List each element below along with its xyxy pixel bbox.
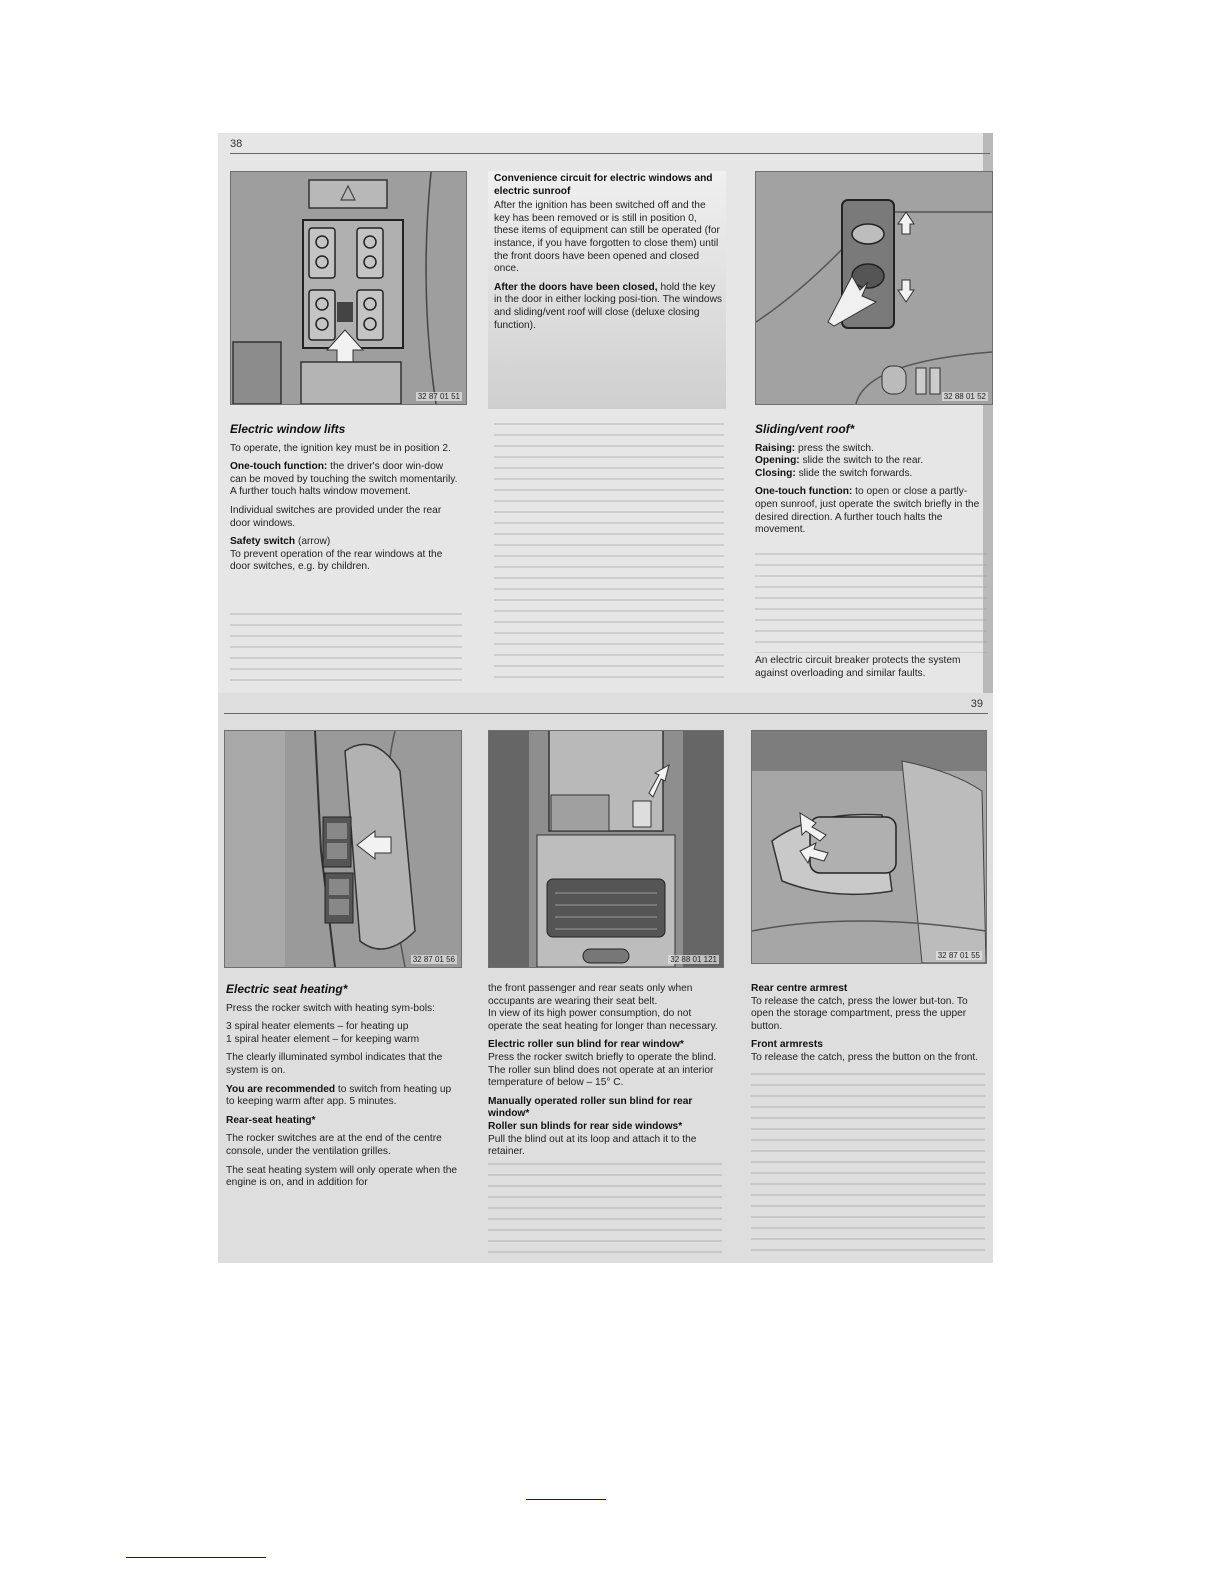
paragraph: Safety switch (arrow) — [230, 536, 331, 548]
paragraph: After the ignition has been switched off and the key has been removed or is still in position 0, these items of equipment can still be operated (for instance, if you have forgotten to close them) until the front doors have been opened and closed once. — [494, 200, 720, 275]
subheading-electric-roller-blind: Electric roller sun blind for rear window* — [488, 1039, 684, 1051]
photo-code: 32 87 01 56 — [412, 955, 455, 964]
paragraph: To operate, the ignition key must be in position 2. — [230, 442, 451, 454]
photo-code: 32 88 01 52 — [943, 392, 986, 401]
header-rule — [230, 153, 990, 154]
heading-sliding-vent-roof: Sliding/vent roof* — [755, 422, 855, 436]
paragraph: To release the catch, press the button on the front. — [751, 1051, 979, 1063]
paragraph: To prevent operation of the rear windows at the door switches, e.g. by children. — [230, 548, 443, 573]
window-switch-photo — [230, 171, 467, 405]
photo-code: 32 87 01 51 — [417, 392, 460, 401]
page-number-39: 39 — [970, 698, 983, 710]
photo-code: 32 87 01 55 — [937, 951, 980, 960]
centre-console-photo — [488, 730, 724, 968]
header-rule — [224, 713, 988, 714]
paragraph: Raising: press the switch. — [755, 442, 874, 454]
paragraph: The rocker switches are at the end of the centre console, under the ventilation grilles. — [226, 1133, 442, 1157]
paragraph: Individual switches are provided under the rear door windows. — [230, 504, 442, 529]
paragraph: The roller sun blind does not operate at an interior temperature of below – 15° C. — [488, 1064, 714, 1089]
paragraph: 3 spiral heater elements – for heating up — [226, 1021, 409, 1033]
col-sliding-vent-roof — [755, 423, 987, 543]
col-armrests — [751, 983, 985, 1071]
paragraph: After the doors have been closed, hold the key in the door in either locking posi-tion. The windows and sliding/vent roof will close (deluxe closing function). — [494, 281, 723, 331]
col-electric-seat-heating — [226, 983, 458, 1196]
sunroof-switch-illustration — [756, 172, 992, 404]
paragraph: Press the rocker switch with heating sym-bols: — [226, 1002, 435, 1014]
page-number-38: 38 — [230, 138, 243, 150]
paragraph: In view of its high power consumption, do not operate the seat heating for longer than necessary. — [488, 1008, 718, 1032]
photo-code: 32 88 01 121 — [670, 955, 717, 964]
paragraph: An electric circuit breaker protects the system against overloading and similar faults. — [755, 655, 961, 679]
page-39 — [218, 693, 993, 1263]
bleed-through-text — [488, 1163, 722, 1258]
paragraph: One-touch function: to open or close a partly-open sunroof, just operate the switch briefly in the desired direction. A further touch halts the movement. — [755, 486, 980, 536]
paragraph: Closing: slide the switch forwards. — [755, 467, 913, 479]
paragraph: Opening: slide the switch to the rear. — [755, 455, 924, 467]
sunroof-switch-photo — [755, 171, 993, 405]
page-38 — [218, 133, 993, 693]
col-circuit-breaker — [755, 655, 987, 686]
paragraph: You are recommended to switch from heating up to keeping warm after app. 5 minutes. — [226, 1083, 452, 1108]
heading-electric-window-lifts: Electric window lifts — [230, 422, 346, 436]
link-underline[interactable] — [526, 1499, 606, 1500]
paragraph: Pull the blind out at its loop and attach it to the retainer. — [488, 1133, 697, 1158]
window-switch-illustration — [231, 172, 466, 404]
col-sun-blinds — [488, 983, 722, 1165]
col-convenience-circuit — [494, 173, 724, 338]
paragraph: One-touch function: the driver's door win-dow can be moved by touching the switch momentarily. A further touch halts window movement. — [230, 461, 458, 498]
subheading-front-armrests: Front armrests — [751, 1039, 823, 1051]
paragraph: The clearly illuminated symbol indicates that the system is on. — [226, 1052, 443, 1076]
heading-electric-seat-heating: Electric seat heating* — [226, 982, 348, 996]
centre-console-illustration — [489, 731, 723, 967]
link-underline[interactable] — [126, 1557, 266, 1558]
bleed-through-text — [755, 553, 987, 653]
seat-heating-illustration — [225, 731, 461, 967]
heading-convenience-circuit: Convenience circuit for electric windows and electric sunroof — [494, 173, 713, 197]
subheading-rear-seat-heating: Rear-seat heating* — [226, 1114, 316, 1126]
scanned-manual-spread — [218, 133, 993, 1263]
subheading-manual-roller-blind: Manually operated roller sun blind for rear window* — [488, 1095, 693, 1120]
bleed-through-text — [751, 1073, 985, 1253]
paragraph: 1 spiral heater element – for keeping warm — [226, 1033, 420, 1045]
subheading-side-window-blinds: Roller sun blinds for rear side windows* — [488, 1120, 683, 1132]
subheading-rear-centre-armrest: Rear centre armrest — [751, 983, 848, 994]
col-electric-window-lifts — [230, 423, 462, 580]
bleed-through-text — [230, 613, 462, 688]
paragraph: The seat heating system will only operate when the engine is on, and in addition for — [226, 1164, 458, 1189]
paragraph: the front passenger and rear seats only when occupants are wearing their seat belt. — [488, 983, 693, 1007]
rear-armrest-photo — [751, 730, 987, 964]
rear-armrest-illustration — [752, 731, 986, 963]
paragraph: Press the rocker switch briefly to operate the blind. — [488, 1051, 717, 1063]
paragraph: To release the catch, press the lower but-ton. To open the storage compartment, press the upper button. — [751, 995, 968, 1032]
seat-heating-switch-photo — [224, 730, 462, 968]
bleed-through-text — [494, 423, 724, 685]
